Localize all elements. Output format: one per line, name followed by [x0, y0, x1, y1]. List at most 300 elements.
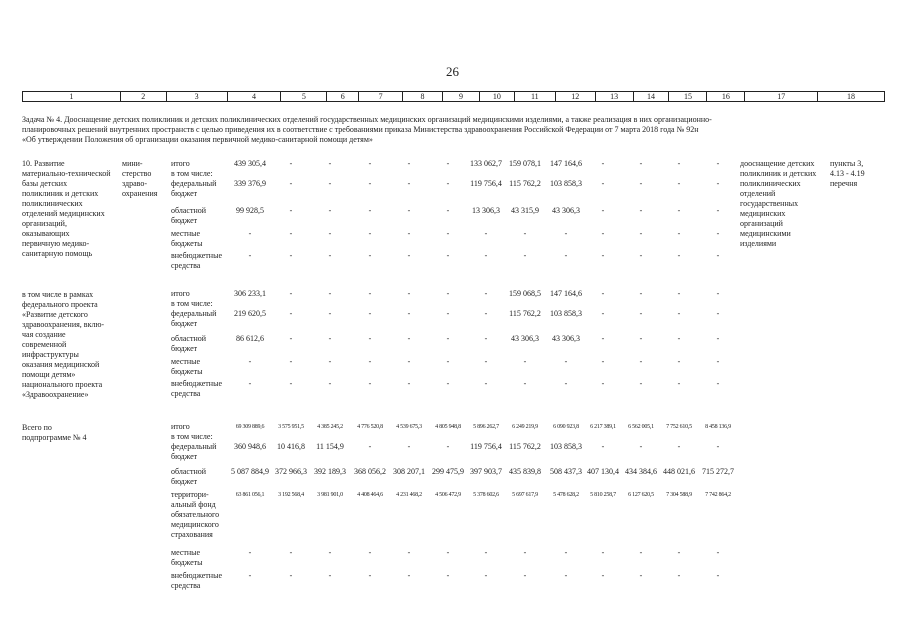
row-name: помощи детям»	[22, 370, 76, 379]
value-cell: -	[716, 571, 720, 580]
funding-source: бюджеты	[171, 558, 203, 567]
value-cell: 407 130,4	[587, 467, 619, 476]
value-cell: -	[407, 179, 411, 188]
row-name: в том числе в рамках	[22, 290, 94, 299]
funding-source: итого	[171, 159, 190, 168]
value-cell: 6 217 389,1	[590, 424, 616, 430]
value-cell: -	[368, 206, 372, 215]
value-cell: -	[484, 379, 488, 388]
value-cell: 219 620,5	[234, 309, 266, 318]
column-number-3: 3	[167, 92, 228, 101]
value-cell: 308 207,1	[393, 467, 425, 476]
value-cell: -	[446, 159, 450, 168]
value-cell: -	[716, 289, 720, 298]
value-cell: -	[484, 309, 488, 318]
value-cell: 103 858,3	[550, 179, 582, 188]
value-cell: -	[716, 548, 720, 557]
value-cell: -	[407, 229, 411, 238]
value-cell: 86 612,6	[236, 334, 264, 343]
value-cell: 4 506 472,9	[435, 492, 461, 498]
value-cell: 115 762,2	[509, 179, 541, 188]
value-cell: -	[564, 251, 568, 260]
value-cell: 133 062,7	[470, 159, 502, 168]
value-cell: -	[601, 289, 605, 298]
value-cell: -	[484, 548, 488, 557]
value-cell: -	[368, 289, 372, 298]
value-cell: -	[328, 159, 332, 168]
value-cell: -	[289, 229, 293, 238]
value-cell: -	[248, 229, 252, 238]
column-number-8: 8	[403, 92, 443, 101]
value-cell: -	[289, 179, 293, 188]
value-cell: -	[328, 251, 332, 260]
row-name: отделений медицинских	[22, 209, 105, 218]
value-cell: -	[677, 206, 681, 215]
value-cell: -	[368, 442, 372, 451]
value-cell: -	[289, 357, 293, 366]
value-cell: -	[407, 334, 411, 343]
funding-source: местные	[171, 229, 201, 238]
result-text: дооснащение детских	[740, 159, 815, 168]
row-name: современной	[22, 340, 67, 349]
value-cell: -	[289, 548, 293, 557]
funding-source: федеральный	[171, 309, 217, 318]
value-cell: -	[523, 548, 527, 557]
value-cell: -	[716, 251, 720, 260]
value-cell: -	[248, 548, 252, 557]
executor: мини-	[122, 159, 143, 168]
funding-source: внебюджетные	[171, 571, 222, 580]
value-cell: 435 839,8	[509, 467, 541, 476]
value-cell: -	[328, 309, 332, 318]
value-cell: -	[639, 548, 643, 557]
value-cell: 5 478 628,2	[553, 492, 579, 498]
value-cell: 306 233,1	[234, 289, 266, 298]
row-name: поликлиник и детских	[22, 189, 99, 198]
column-number-18: 18	[847, 92, 856, 101]
value-cell: 159 078,1	[509, 159, 541, 168]
value-cell: -	[564, 357, 568, 366]
funding-source: бюджеты	[171, 239, 203, 248]
task-line: планировочных решений внутренних пространств с целью приведения их в соответствие с требованиями приказа Министерства здравоохранения Российской Федерации от 7 марта 2018 года № 92н	[22, 125, 699, 134]
result-text: изделиями	[740, 239, 777, 248]
value-cell: -	[484, 571, 488, 580]
value-cell: -	[639, 179, 643, 188]
value-cell: -	[677, 251, 681, 260]
value-cell: 3 192 568,4	[278, 492, 304, 498]
value-cell: -	[289, 309, 293, 318]
value-cell: -	[407, 548, 411, 557]
row-name: национального проекта	[22, 380, 103, 389]
value-cell: -	[716, 229, 720, 238]
funding-source: итого	[171, 422, 190, 431]
value-cell: -	[328, 379, 332, 388]
column-number-16: 16	[707, 92, 745, 101]
value-cell: -	[601, 309, 605, 318]
row-name: «Здравоохранение»	[22, 390, 89, 399]
column-number-13: 13	[596, 92, 634, 101]
value-cell: -	[639, 357, 643, 366]
row-name: поликлинических	[22, 199, 83, 208]
column-number-5: 5	[281, 92, 327, 101]
funding-source: местные	[171, 548, 201, 557]
value-cell: -	[289, 379, 293, 388]
value-cell: -	[601, 357, 605, 366]
value-cell: 69 309 889,6	[235, 424, 265, 430]
value-cell: -	[716, 206, 720, 215]
value-cell: -	[716, 179, 720, 188]
funding-source: обязательного	[171, 510, 220, 519]
task-line: «Об утверждении Положения об организации оказания первичной медико-санитарной помощи детям»	[22, 135, 373, 144]
page-number: 26	[446, 64, 459, 79]
value-cell: 3 575 951,5	[278, 424, 304, 430]
funding-source: бюджет	[171, 452, 198, 461]
value-cell: 119 756,4	[470, 442, 502, 451]
row-name: «Развитие детского	[22, 310, 88, 319]
value-cell: -	[446, 229, 450, 238]
value-cell: 11 154,9	[316, 442, 344, 451]
funding-source: средства	[171, 581, 201, 590]
value-cell: 339 376,9	[234, 179, 266, 188]
funding-source: в том числе:	[171, 169, 213, 178]
executor: стерство	[122, 169, 152, 178]
value-cell: 6 090 923,8	[553, 424, 579, 430]
column-number-2: 2	[121, 92, 167, 101]
value-cell: 10 416,8	[277, 442, 305, 451]
column-number-11: 11	[515, 92, 556, 101]
funding-source: федеральный	[171, 442, 217, 451]
value-cell: -	[328, 357, 332, 366]
value-cell: -	[639, 442, 643, 451]
value-cell: -	[368, 309, 372, 318]
value-cell: 43 306,3	[552, 334, 580, 343]
column-number-header	[22, 91, 885, 102]
funding-source: областной	[171, 334, 207, 343]
row-name: организаций,	[22, 219, 67, 228]
row-name: федерального проекта	[22, 300, 98, 309]
funding-source: местные	[171, 357, 201, 366]
funding-source: итого	[171, 289, 190, 298]
value-cell: 392 189,3	[314, 467, 346, 476]
value-cell: -	[639, 229, 643, 238]
funding-source: областной	[171, 206, 207, 215]
value-cell: -	[601, 334, 605, 343]
funding-source: бюджет	[171, 319, 198, 328]
value-cell: -	[407, 309, 411, 318]
value-cell: -	[601, 442, 605, 451]
result-text: государственных	[740, 199, 799, 208]
value-cell: -	[716, 357, 720, 366]
value-cell: -	[677, 379, 681, 388]
value-cell: -	[564, 571, 568, 580]
value-cell: -	[484, 334, 488, 343]
value-cell: 4 408 464,6	[357, 492, 383, 498]
funding-source: средства	[171, 389, 201, 398]
funding-source: медицинского	[171, 520, 219, 529]
value-cell: -	[639, 206, 643, 215]
value-cell: 4 776 520,8	[357, 424, 383, 430]
executor: здраво-	[122, 179, 148, 188]
result-text: поликлиник и детских	[740, 169, 817, 178]
result-text: отделений	[740, 189, 776, 198]
value-cell: -	[639, 309, 643, 318]
value-cell: -	[601, 571, 605, 580]
value-cell: -	[248, 251, 252, 260]
funding-source: страхования	[171, 530, 213, 539]
value-cell: -	[368, 179, 372, 188]
row-name: санитарную помощь	[22, 249, 93, 258]
value-cell: -	[523, 229, 527, 238]
funding-source: альный фонд	[171, 500, 216, 509]
value-cell: -	[368, 379, 372, 388]
reference-text: пункты 3,	[830, 159, 864, 168]
value-cell: -	[407, 571, 411, 580]
row-name: подпрограмме № 4	[22, 433, 87, 442]
value-cell: -	[564, 229, 568, 238]
column-number-6: 6	[327, 92, 359, 101]
value-cell: 119 756,4	[470, 179, 502, 188]
value-cell: -	[407, 442, 411, 451]
value-cell: -	[639, 251, 643, 260]
value-cell: 5 378 602,6	[473, 492, 499, 498]
value-cell: -	[407, 251, 411, 260]
value-cell: -	[328, 548, 332, 557]
value-cell: -	[484, 229, 488, 238]
value-cell: -	[677, 289, 681, 298]
value-cell: -	[368, 548, 372, 557]
value-cell: -	[677, 179, 681, 188]
value-cell: -	[446, 251, 450, 260]
value-cell: 63 861 056,1	[235, 492, 265, 498]
value-cell: 43 306,3	[511, 334, 539, 343]
value-cell: 147 164,6	[550, 159, 582, 168]
value-cell: -	[289, 206, 293, 215]
value-cell: -	[716, 442, 720, 451]
value-cell: 103 858,3	[550, 442, 582, 451]
row-name: базы детских	[22, 179, 68, 188]
funding-source: бюджеты	[171, 367, 203, 376]
column-number-12: 12	[556, 92, 596, 101]
column-number-7: 7	[359, 92, 403, 101]
value-cell: -	[446, 442, 450, 451]
reference-text: 4.13 - 4.19	[830, 169, 865, 178]
value-cell: 508 437,3	[550, 467, 582, 476]
value-cell: -	[407, 159, 411, 168]
executor: охранения	[122, 189, 158, 198]
value-cell: -	[368, 357, 372, 366]
value-cell: 299 475,9	[432, 467, 464, 476]
value-cell: -	[328, 571, 332, 580]
value-cell: -	[639, 379, 643, 388]
value-cell: -	[289, 571, 293, 580]
funding-source: областной	[171, 467, 207, 476]
value-cell: 5 697 617,9	[512, 492, 538, 498]
value-cell: 103 858,3	[550, 309, 582, 318]
value-cell: 3 981 901,0	[317, 492, 343, 498]
value-cell: 360 948,6	[234, 442, 266, 451]
value-cell: -	[601, 159, 605, 168]
value-cell: -	[248, 357, 252, 366]
value-cell: 6 562 005,1	[628, 424, 654, 430]
value-cell: 5 087 884,9	[231, 467, 269, 476]
funding-source: бюджет	[171, 477, 198, 486]
value-cell: -	[523, 357, 527, 366]
value-cell: -	[677, 309, 681, 318]
column-number-9: 9	[443, 92, 480, 101]
column-number-1: 1	[23, 92, 121, 101]
value-cell: -	[639, 289, 643, 298]
row-name: 10. Развитие	[22, 159, 65, 168]
value-cell: -	[484, 289, 488, 298]
value-cell: -	[328, 206, 332, 215]
value-cell: 448 021,6	[663, 467, 695, 476]
value-cell: 8 458 136,9	[705, 424, 731, 430]
row-name: чая создание	[22, 330, 66, 339]
value-cell: -	[716, 159, 720, 168]
value-cell: -	[639, 571, 643, 580]
reference-text: перечня	[830, 179, 858, 188]
value-cell: -	[407, 379, 411, 388]
row-name: первичную медико-	[22, 239, 90, 248]
value-cell: 4 385 245,2	[317, 424, 343, 430]
funding-source: федеральный	[171, 179, 217, 188]
value-cell: -	[328, 289, 332, 298]
value-cell: -	[446, 571, 450, 580]
value-cell: 43 315,9	[511, 206, 539, 215]
value-cell: -	[677, 334, 681, 343]
row-name: материально-технической	[22, 169, 111, 178]
value-cell: 147 164,6	[550, 289, 582, 298]
row-name: оказывающих	[22, 229, 70, 238]
task-heading	[22, 115, 882, 145]
value-cell: 715 272,7	[702, 467, 734, 476]
value-cell: 5 896 262,7	[473, 424, 499, 430]
value-cell: -	[446, 289, 450, 298]
row-name: здравоохранения, вклю-	[22, 320, 105, 329]
funding-source: внебюджетные	[171, 379, 222, 388]
value-cell: -	[446, 379, 450, 388]
task-line: Задача № 4. Дооснащение детских поликлиник и детских поликлинических отделений государственных медицинских организаций медицинскими изделиями, а также реализация в них организационно-	[22, 115, 712, 124]
column-number-17: 17	[745, 92, 818, 101]
value-cell: -	[484, 357, 488, 366]
value-cell: -	[677, 357, 681, 366]
value-cell: -	[601, 179, 605, 188]
value-cell: -	[677, 548, 681, 557]
value-cell: 115 762,2	[509, 309, 541, 318]
value-cell: -	[368, 251, 372, 260]
funding-source: внебюджетные	[171, 251, 222, 260]
result-text: медицинских	[740, 209, 786, 218]
value-cell: -	[601, 206, 605, 215]
value-cell: 7 752 610,5	[666, 424, 692, 430]
funding-source: в том числе:	[171, 299, 213, 308]
value-cell: 43 306,3	[552, 206, 580, 215]
value-cell: -	[677, 442, 681, 451]
value-cell: -	[523, 251, 527, 260]
value-cell: -	[328, 179, 332, 188]
value-cell: -	[328, 229, 332, 238]
value-cell: 4 805 948,8	[435, 424, 461, 430]
value-cell: -	[484, 251, 488, 260]
value-cell: -	[328, 334, 332, 343]
value-cell: 4 231 468,2	[396, 492, 422, 498]
value-cell: 5 810 258,7	[590, 492, 616, 498]
column-number-4: 4	[228, 92, 282, 101]
funding-source: территори-	[171, 490, 209, 499]
value-cell: -	[368, 334, 372, 343]
value-cell: 159 068,5	[509, 289, 541, 298]
value-cell: 115 762,2	[509, 442, 541, 451]
value-cell: -	[716, 309, 720, 318]
value-cell: -	[523, 571, 527, 580]
result-text: поликлинических	[740, 179, 801, 188]
value-cell: -	[446, 357, 450, 366]
result-text: медицинскими	[740, 229, 791, 238]
value-cell: -	[368, 571, 372, 580]
value-cell: -	[601, 229, 605, 238]
column-number-15: 15	[669, 92, 707, 101]
value-cell: 7 742 864,2	[705, 492, 731, 498]
value-cell: -	[564, 379, 568, 388]
value-cell: 6 127 620,5	[628, 492, 654, 498]
value-cell: -	[639, 159, 643, 168]
column-number-14: 14	[634, 92, 670, 101]
value-cell: -	[716, 334, 720, 343]
value-cell: -	[601, 251, 605, 260]
value-cell: -	[639, 334, 643, 343]
value-cell: -	[289, 251, 293, 260]
row-name: Всего по	[22, 423, 52, 432]
row-name: оказания медицинской	[22, 360, 100, 369]
value-cell: -	[601, 548, 605, 557]
value-cell: -	[407, 289, 411, 298]
value-cell: -	[564, 548, 568, 557]
value-cell: -	[446, 206, 450, 215]
row-name: инфраструктуры	[22, 350, 79, 359]
value-cell: -	[289, 334, 293, 343]
value-cell: -	[407, 206, 411, 215]
result-text: организаций	[740, 219, 783, 228]
value-cell: 7 304 588,9	[666, 492, 692, 498]
column-number-10: 10	[480, 92, 515, 101]
value-cell: 439 305,4	[234, 159, 266, 168]
value-cell: -	[248, 571, 252, 580]
value-cell: -	[289, 159, 293, 168]
value-cell: 6 249 219,9	[512, 424, 538, 430]
value-cell: -	[446, 309, 450, 318]
value-cell: -	[677, 229, 681, 238]
value-cell: -	[446, 548, 450, 557]
value-cell: 13 306,3	[472, 206, 500, 215]
value-cell: -	[248, 379, 252, 388]
value-cell: -	[368, 159, 372, 168]
value-cell: 397 903,7	[470, 467, 502, 476]
value-cell: -	[677, 571, 681, 580]
value-cell: -	[677, 159, 681, 168]
value-cell: 434 384,6	[625, 467, 657, 476]
value-cell: -	[407, 357, 411, 366]
value-cell: 372 966,3	[275, 467, 307, 476]
value-cell: -	[446, 179, 450, 188]
value-cell: -	[289, 289, 293, 298]
value-cell: -	[446, 334, 450, 343]
value-cell: 4 539 675,3	[396, 424, 422, 430]
funding-source: средства	[171, 261, 201, 270]
value-cell: -	[523, 379, 527, 388]
funding-source: в том числе:	[171, 432, 213, 441]
value-cell: 368 056,2	[354, 467, 386, 476]
value-cell: -	[716, 379, 720, 388]
